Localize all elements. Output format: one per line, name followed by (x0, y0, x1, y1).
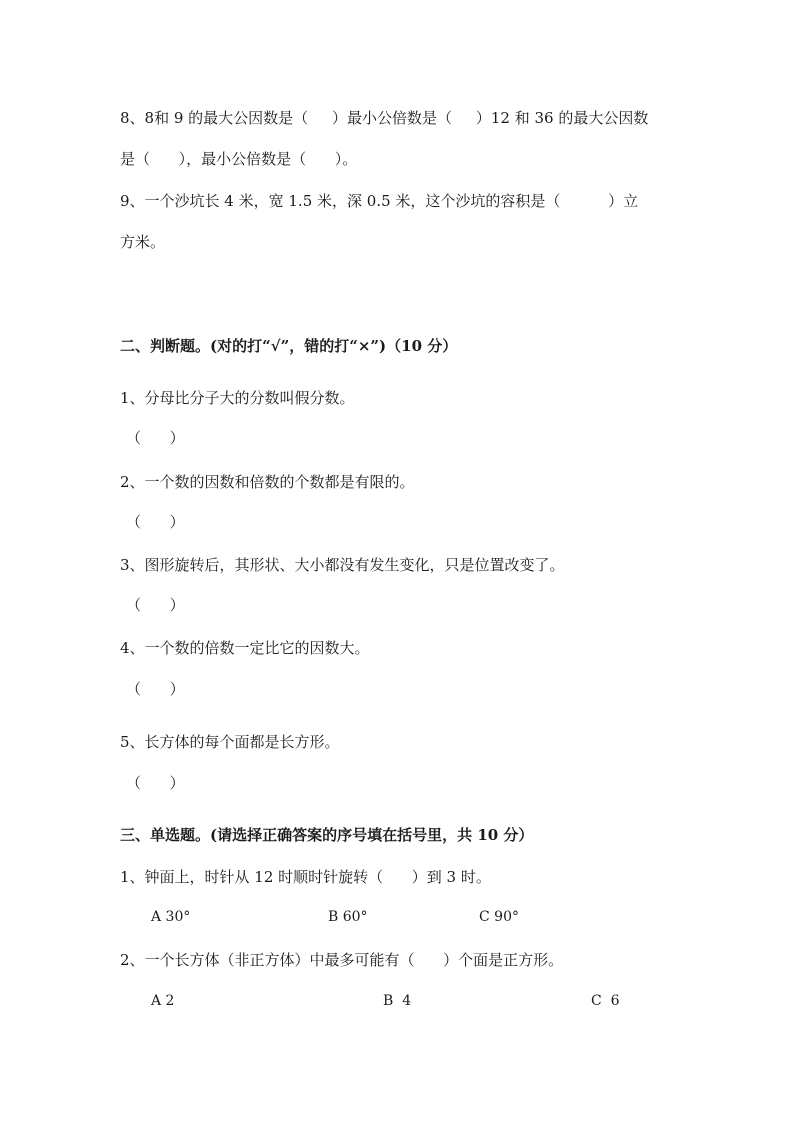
choice-section-heading: 三、单选题。(请选择正确答案的序号填在括号里，共 10 分） (120, 826, 534, 844)
question-8-line-2: 是（ ），最小公倍数是（ ）。 (120, 150, 358, 168)
choice-2-option-c: C 6 (591, 993, 620, 1009)
question-8-line-1: 8、8和 9 的最大公因数是（ ）最小公倍数是（ ）12 和 36 的最大公因数 (120, 109, 649, 127)
judge-answer-2: （ ） (126, 513, 185, 531)
judge-answer-4: （ ） (126, 680, 185, 698)
judge-question-5: 5、长方体的每个面都是长方形。 (120, 733, 340, 751)
judge-answer-5: （ ） (126, 774, 185, 792)
judge-answer-1: （ ） (126, 429, 185, 447)
judge-question-4: 4、一个数的倍数一定比它的因数大。 (120, 639, 370, 657)
choice-2-option-a: A 2 (151, 993, 175, 1009)
judge-answer-3: （ ） (126, 596, 185, 614)
choice-question-2: 2、一个长方体（非正方体）中最多可能有（ ）个面是正方形。 (120, 951, 564, 969)
choice-2-option-b: B 4 (383, 993, 412, 1009)
question-9-line-1: 9、一个沙坑长 4 米，宽 1.5 米，深 0.5 米，这个沙坑的容积是（ ）立 (120, 192, 639, 210)
judge-question-1: 1、分母比分子大的分数叫假分数。 (120, 389, 355, 407)
choice-1-option-c: C 90° (479, 909, 519, 925)
judge-question-2: 2、一个数的因数和倍数的个数都是有限的。 (120, 473, 415, 491)
judge-section-heading: 二、判断题。(对的打“√”，错的打“×”)（10 分） (120, 337, 458, 355)
choice-question-1: 1、钟面上，时针从 12 时顺时针旋转（ ）到 3 时。 (120, 868, 491, 886)
question-9-line-2: 方米。 (120, 233, 166, 251)
judge-question-3: 3、图形旋转后，其形状、大小都没有发生变化，只是位置改变了。 (120, 556, 565, 574)
choice-1-option-a: A 30° (151, 909, 191, 925)
choice-1-option-b: B 60° (328, 909, 368, 925)
